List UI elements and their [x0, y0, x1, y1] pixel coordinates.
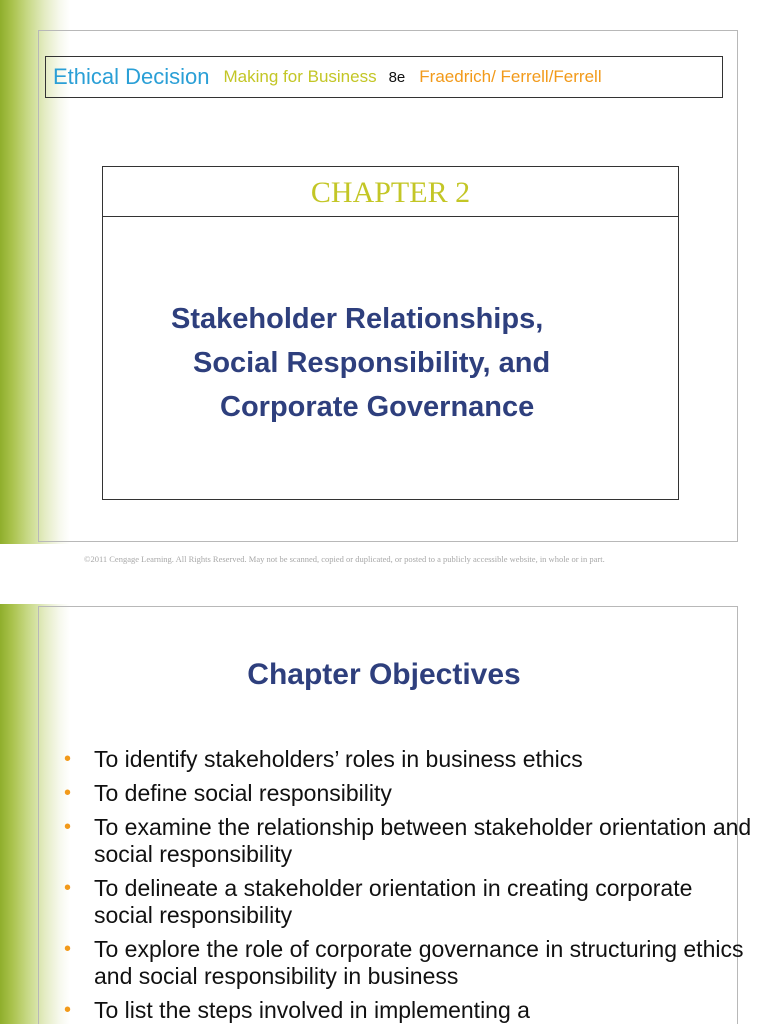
- objectives-title: Chapter Objectives: [247, 658, 521, 691]
- book-title-part-1: Ethical Decision: [53, 64, 210, 89]
- bullet-icon: •: [64, 816, 72, 838]
- bullet-icon: •: [64, 938, 72, 960]
- bullet-icon: •: [64, 999, 72, 1021]
- chapter-box: [102, 166, 679, 500]
- objective-item: [64, 997, 754, 1024]
- objectives-list: [64, 746, 754, 1024]
- objective-text: To delineate a stakeholder orientation in creating corporate social responsibility: [94, 875, 693, 928]
- objective-item: [64, 814, 754, 868]
- bullet-icon: •: [64, 782, 72, 804]
- objective-text: To identify stakeholders’ roles in business ethics: [94, 746, 583, 772]
- copyright-notice: ©2011 Cengage Learning. All Rights Reserved. May not be scanned, copied or duplicated, or posted to a publicly accessible website, in whole or in part.: [84, 554, 605, 564]
- objective-item: [64, 875, 754, 929]
- book-title-header: [45, 56, 723, 98]
- slide-chapter-objectives: [0, 604, 768, 1024]
- bullet-icon: •: [64, 877, 72, 899]
- objective-text: To explore the role of corporate governance in structuring ethics and social responsibility in business: [94, 936, 744, 989]
- chapter-title-line: Corporate Governance: [220, 391, 535, 423]
- bullet-icon: •: [64, 748, 72, 770]
- chapter-label: CHAPTER 2: [103, 167, 678, 217]
- book-edition: 8e: [388, 68, 406, 86]
- book-title-part-2: Making for Business: [223, 67, 377, 86]
- chapter-title: [103, 297, 678, 429]
- chapter-title-line: Social Responsibility, and: [193, 347, 551, 379]
- book-authors: Fraedrich/ Ferrell/Ferrell: [419, 67, 602, 86]
- chapter-title-line: Stakeholder Relationships,: [171, 303, 544, 335]
- objective-item: [64, 936, 754, 990]
- objective-text: To examine the relationship between stakeholder orientation and social responsibility: [94, 814, 752, 867]
- objective-item: [64, 746, 754, 773]
- objective-text: To define social responsibility: [94, 780, 392, 806]
- objective-item: [64, 780, 754, 807]
- objective-text: To list the steps involved in implementing a: [94, 997, 530, 1023]
